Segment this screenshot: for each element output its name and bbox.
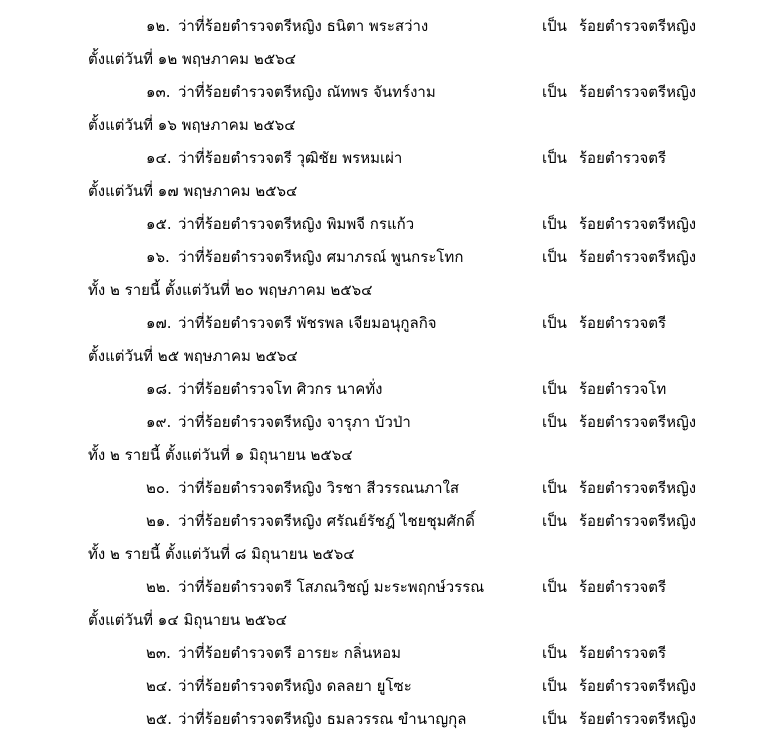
entry-number: ๑๕. (146, 215, 172, 233)
entry-name: ว่าที่ร้อยตำรวจตรีหญิง ธมลวรรณ ขำนาญกุล (178, 710, 467, 728)
entry-rank: ร้อยตำรวจตรี (579, 578, 667, 596)
effective-date-line (0, 43, 782, 76)
effective-date-text: ทั้ง ๒ รายนี้ ตั้งแต่วันที่ ๒๐ พฤษภาคม ๒๕๖๔ (88, 281, 373, 299)
entry-number: ๑๘. (146, 380, 172, 398)
entry-connector: เป็น (542, 644, 567, 662)
entry-connector: เป็น (542, 149, 567, 167)
effective-date-text: ตั้งแต่วันที่ ๑๖ พฤษภาคม ๒๕๖๔ (88, 116, 296, 134)
entry-line (0, 670, 782, 703)
entry-number: ๑๙. (146, 413, 172, 431)
entry-rank: ร้อยตำรวจตรีหญิง (579, 710, 697, 728)
entry-connector: เป็น (542, 380, 567, 398)
entry-name: ว่าที่ร้อยตำรวจตรี โสภณวิชญ์ มะระพฤกษ์วรรณ (178, 578, 485, 596)
entry-number: ๒๓. (146, 644, 171, 662)
entry-rank: ร้อยตำรวจโท (579, 380, 667, 398)
entry-rank: ร้อยตำรวจตรี (579, 149, 667, 167)
effective-date-line (0, 538, 782, 571)
entry-line (0, 472, 782, 505)
entry-rank: ร้อยตำรวจตรีหญิง (579, 215, 697, 233)
entry-number: ๑๓. (146, 83, 171, 101)
entry-connector: เป็น (542, 314, 567, 332)
entry-rank: ร้อยตำรวจตรี (579, 314, 667, 332)
entry-line (0, 505, 782, 538)
effective-date-text: ตั้งแต่วันที่ ๑๒ พฤษภาคม ๒๕๖๔ (88, 50, 296, 68)
entry-connector: เป็น (542, 17, 567, 35)
entry-rank: ร้อยตำรวจตรีหญิง (579, 677, 697, 695)
entry-name: ว่าที่ร้อยตำรวจตรีหญิง ดลลยา ยูโซะ (178, 677, 412, 695)
entry-name: ว่าที่ร้อยตำรวจตรีหญิง พิมพจี กรแก้ว (178, 215, 415, 233)
entry-line (0, 703, 782, 736)
entry-line (0, 142, 782, 175)
entry-line (0, 637, 782, 670)
entry-connector: เป็น (542, 479, 567, 497)
entry-connector: เป็น (542, 413, 567, 431)
entry-name: ว่าที่ร้อยตำรวจโท ศิวกร นาคทั่ง (178, 380, 383, 398)
entry-number: ๒๑. (146, 512, 171, 530)
entry-name: ว่าที่ร้อยตำรวจตรี วุฒิชัย พรหมเผ่า (178, 149, 403, 167)
entry-line (0, 241, 782, 274)
effective-date-line (0, 439, 782, 472)
entry-number: ๑๔. (146, 149, 172, 167)
entry-line (0, 406, 782, 439)
entry-line (0, 76, 782, 109)
entry-number: ๒๐. (146, 479, 170, 497)
entry-number: ๑๖. (146, 248, 170, 266)
entry-rank: ร้อยตำรวจตรีหญิง (579, 17, 697, 35)
entry-line (0, 10, 782, 43)
entry-name: ว่าที่ร้อยตำรวจตรี อารยะ กลิ่นหอม (178, 644, 402, 662)
effective-date-line (0, 109, 782, 142)
entry-rank: ร้อยตำรวจตรีหญิง (579, 248, 697, 266)
entry-rank: ร้อยตำรวจตรีหญิง (579, 413, 697, 431)
entry-number: ๒๕. (146, 710, 173, 728)
entry-name: ว่าที่ร้อยตำรวจตรีหญิง วิรชา สีวรรณนภาใส (178, 479, 460, 497)
entry-connector: เป็น (542, 83, 567, 101)
effective-date-line (0, 340, 782, 373)
effective-date-line (0, 604, 782, 637)
entry-name: ว่าที่ร้อยตำรวจตรีหญิง ศรัณย์รัชฎ์ ไชยชุมศักดิ์ (178, 512, 475, 530)
effective-date-line (0, 175, 782, 208)
entry-name: ว่าที่ร้อยตำรวจตรีหญิง ศมาภรณ์ พูนกระโทก (178, 248, 464, 266)
effective-date-text: ตั้งแต่วันที่ ๑๗ พฤษภาคม ๒๕๖๔ (88, 182, 298, 200)
effective-date-line (0, 274, 782, 307)
entry-line (0, 373, 782, 406)
entry-line (0, 571, 782, 604)
entry-line (0, 208, 782, 241)
effective-date-text: ตั้งแต่วันที่ ๒๕ พฤษภาคม ๒๕๖๔ (88, 347, 298, 365)
entry-line (0, 307, 782, 340)
entry-rank: ร้อยตำรวจตรีหญิง (579, 512, 697, 530)
entry-rank: ร้อยตำรวจตรี (579, 644, 667, 662)
entry-rank: ร้อยตำรวจตรีหญิง (579, 479, 697, 497)
entry-number: ๒๔. (146, 677, 173, 695)
entry-name: ว่าที่ร้อยตำรวจตรี พัชรพล เจียมอนุกูลกิจ (178, 314, 437, 332)
entry-connector: เป็น (542, 710, 567, 728)
entry-name: ว่าที่ร้อยตำรวจตรีหญิง ณัทพร จันทร์งาม (178, 83, 436, 101)
entry-connector: เป็น (542, 215, 567, 233)
entry-rank: ร้อยตำรวจตรีหญิง (579, 83, 697, 101)
entry-connector: เป็น (542, 578, 567, 596)
effective-date-text: ทั้ง ๒ รายนี้ ตั้งแต่วันที่ ๑ มิถุนายน ๒๕๖๔ (88, 446, 353, 464)
entry-connector: เป็น (542, 677, 567, 695)
entry-number: ๑๒. (146, 17, 171, 35)
effective-date-text: ตั้งแต่วันที่ ๑๔ มิถุนายน ๒๕๖๔ (88, 611, 288, 629)
entry-number: ๑๗. (146, 314, 172, 332)
effective-date-text: ทั้ง ๒ รายนี้ ตั้งแต่วันที่ ๘ มิถุนายน ๒๕๖๔ (88, 545, 355, 563)
entry-number: ๒๒. (146, 578, 171, 596)
entry-connector: เป็น (542, 512, 567, 530)
entry-connector: เป็น (542, 248, 567, 266)
entry-name: ว่าที่ร้อยตำรวจตรีหญิง ธนิตา พระสว่าง (178, 17, 429, 35)
entry-name: ว่าที่ร้อยตำรวจตรีหญิง จารุภา บัวป่า (178, 413, 411, 431)
